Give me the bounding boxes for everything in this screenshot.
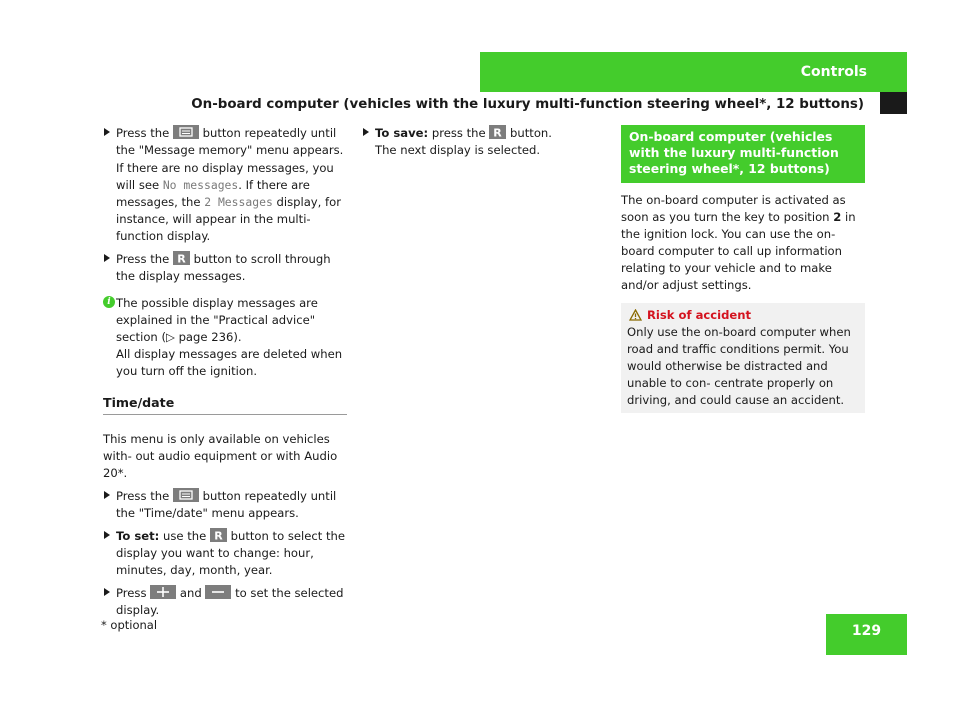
display-menu-key-icon — [173, 488, 199, 502]
step-plus-minus: Press and to set the selected display. — [103, 585, 351, 619]
warning-title: Risk of accident — [629, 307, 859, 324]
svg-text:R: R — [214, 529, 223, 542]
plus-key-icon — [150, 585, 176, 599]
svg-text:R: R — [177, 252, 186, 265]
step-arrow-icon — [104, 254, 110, 262]
step-time-date-menu: Press the button repeatedly until the "Time/date" menu appears. — [103, 488, 351, 522]
header-marker — [880, 92, 907, 114]
warning-box — [621, 303, 865, 413]
warning-text: Only use the on-board computer when road and traffic conditions permit. You would otherwise be distracted and unable to con- centrate properly on driving, and could cause an accident. — [627, 325, 851, 407]
warning-triangle-icon — [629, 309, 642, 321]
step-arrow-icon — [104, 128, 110, 136]
column-left — [103, 125, 351, 625]
step-to-save: To save: press the R button. The next display is selected. — [362, 125, 602, 159]
message-info-paragraph: If there are no display messages, you will see No messages. If there are messages, the 2 Messages display, for instance, will appear in the multi-function display. — [116, 161, 341, 243]
on-board-computer-heading: On-board computer (vehicles with the luxury multi-function steering wheel*, 12 buttons) — [621, 125, 865, 183]
page-title: On-board computer (vehicles with the luxury multi-function steering wheel*, 12 buttons) — [191, 97, 864, 112]
reset-r-key-icon — [210, 528, 227, 542]
messages-count-display-text: 2 Messages — [204, 195, 273, 209]
info-icon: i — [103, 296, 115, 308]
step-arrow-icon — [104, 588, 110, 596]
column-right — [621, 125, 867, 413]
svg-text:R: R — [493, 126, 503, 139]
display-menu-key-icon — [173, 125, 199, 139]
minus-key-icon — [205, 585, 231, 599]
footnote: * optional — [101, 618, 158, 632]
page-number: 129 — [826, 614, 907, 655]
section-tab — [480, 52, 907, 92]
step-arrow-icon — [363, 128, 369, 136]
step-arrow-icon — [104, 531, 110, 539]
section-tab-label: Controls — [800, 64, 867, 80]
step-to-set: To set: use the R button to select the display you want to change: hour, minutes, day, month, year. — [103, 528, 351, 579]
time-date-heading: Time/date — [103, 394, 347, 415]
column-middle — [362, 125, 602, 165]
reset-r-key-icon — [489, 125, 506, 139]
time-date-intro: This menu is only available on vehicles with- out audio equipment or with Audio 20*. — [103, 432, 338, 480]
info-note: i The possible display messages are explained in the "Practical advice" section (▷ page 236). All display messages are deleted when you turn off the ignition. — [103, 295, 351, 380]
step-arrow-icon — [104, 491, 110, 499]
step-message-memory: Press the button repeatedly until the "Message memory" menu appears. — [103, 125, 351, 159]
step-scroll-messages: Press the R button to scroll through the display messages. — [103, 251, 351, 285]
on-board-computer-body: The on-board computer is activated as soon as you turn the key to position 2 in the ignition lock. You can use the on-board computer to call up information relating to your vehicle and to make and/or adjust settings. — [621, 193, 856, 292]
no-messages-display-text: No messages — [162, 178, 239, 192]
reset-r-key-icon — [173, 251, 190, 265]
